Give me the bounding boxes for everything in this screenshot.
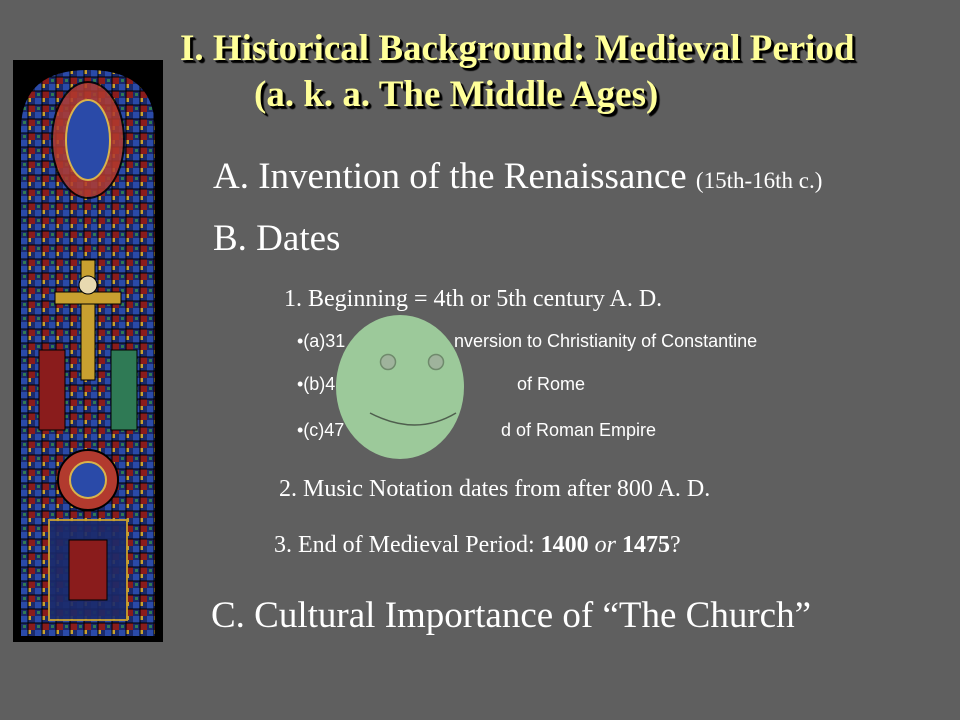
year-1475: 1475 — [621, 532, 670, 558]
item-3-suffix: ? — [669, 532, 681, 558]
bullet-b-right: of Rome — [517, 374, 586, 394]
bullet-c-left: •(c)47 — [297, 420, 345, 440]
bullet-c-right: d of Roman Empire — [501, 420, 657, 440]
section-a — [213, 155, 822, 198]
dates-item-3 — [274, 532, 681, 559]
section-b: B. Dates — [213, 218, 341, 259]
year-1400: 1400 — [540, 532, 589, 558]
dates-item-2: 2. Music Notation dates from after 800 A. D. — [279, 476, 711, 502]
bullet-b-left: •(b)4 — [297, 374, 336, 394]
stained-glass-art — [21, 70, 155, 636]
bullet-a-left: •(a)31 — [297, 331, 346, 351]
title-line-1: I. Historical Background: Medieval Period — [180, 28, 855, 69]
item-3-prefix: 3. End of Medieval Period: — [274, 532, 541, 558]
or-text: or — [594, 532, 616, 558]
bullet-a-right: nversion to Christianity of Constantine — [454, 331, 758, 351]
section-a-text: A. Invention of the Renaissance — [213, 156, 687, 197]
slide-title — [180, 26, 960, 118]
title-line-2: (a. k. a. The Middle Ages) — [254, 74, 659, 115]
smiley-face-icon — [334, 313, 466, 461]
dates-item-1: 1. Beginning = 4th or 5th century A. D. — [284, 286, 663, 312]
section-a-note: (15th-16th c.) — [695, 168, 823, 193]
section-c: C. Cultural Importance of “The Church” — [211, 595, 812, 636]
stained-glass-window-image — [13, 60, 163, 642]
